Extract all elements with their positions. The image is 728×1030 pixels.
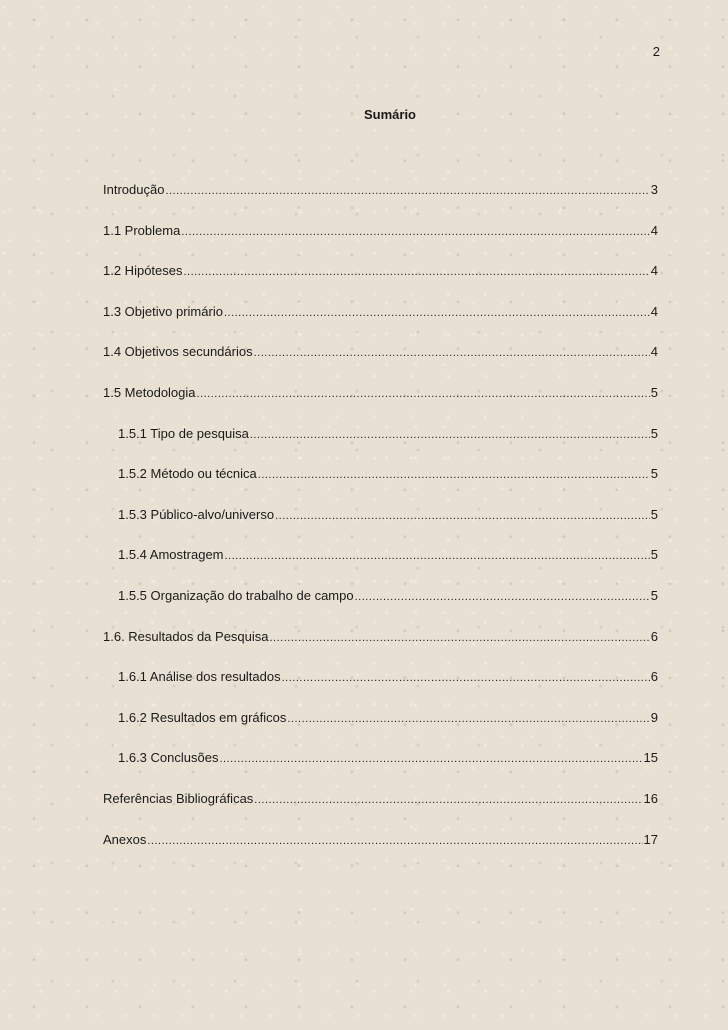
toc-entry-label: 1.5.5 Organização do trabalho de campo: [118, 587, 354, 603]
toc-entry-organizacao-trabalho-campo[interactable]: [103, 588, 658, 629]
toc-entry-label: 1.1 Problema: [103, 222, 181, 238]
toc-entry-resultados-em-graficos[interactable]: [103, 710, 658, 751]
table-of-contents: [103, 182, 658, 872]
toc-entry-page: 5: [650, 466, 658, 482]
toc-entry-label: Anexos: [103, 831, 147, 847]
dot-leader: [282, 672, 650, 684]
toc-entry-conclusoes[interactable]: [103, 750, 658, 791]
dot-leader: [275, 510, 650, 522]
toc-entry-label: 1.4 Objetivos secundários: [103, 344, 253, 360]
toc-entry-objetivo-primario[interactable]: [103, 304, 658, 345]
page-number: 2: [652, 44, 660, 59]
toc-entry-page: 5: [650, 425, 658, 441]
toc-entry-problema[interactable]: [103, 223, 658, 264]
dot-leader: [197, 388, 650, 400]
toc-entry-page: 3: [650, 182, 658, 197]
toc-entry-label: 1.6.3 Conclusões: [118, 750, 219, 766]
dot-leader: [258, 469, 650, 481]
toc-entry-hipoteses[interactable]: [103, 263, 658, 304]
toc-entry-page: 5: [650, 506, 658, 522]
dot-leader: [184, 266, 650, 278]
toc-entry-label: 1.5.3 Público-alvo/universo: [118, 506, 275, 522]
toc-entry-label: 1.6. Resultados da Pesquisa: [103, 628, 269, 644]
toc-entry-referencias[interactable]: [103, 791, 658, 832]
toc-entry-page: 9: [650, 709, 658, 725]
toc-entry-tipo-de-pesquisa[interactable]: [103, 426, 658, 467]
toc-entry-page: 5: [650, 384, 658, 400]
dot-leader: [219, 753, 642, 765]
toc-entry-label: 1.5.2 Método ou técnica: [118, 466, 257, 482]
toc-entry-page: 16: [643, 790, 658, 806]
toc-entry-label: 1.3 Objetivo primário: [103, 303, 223, 319]
toc-entry-metodo-ou-tecnica[interactable]: [103, 466, 658, 507]
toc-entry-label: 1.2 Hipóteses: [103, 263, 183, 279]
dot-leader: [250, 429, 650, 441]
toc-entry-objetivos-secundarios[interactable]: [103, 344, 658, 385]
toc-entry-label: 1.5 Metodologia: [103, 384, 196, 400]
toc-entry-page: 5: [650, 587, 658, 603]
dot-leader: [165, 185, 649, 197]
toc-entry-page: 5: [650, 547, 658, 563]
dot-leader: [254, 347, 650, 359]
toc-entry-page: 17: [643, 831, 658, 847]
dot-leader: [270, 632, 650, 644]
toc-entry-label: Referências Bibliográficas: [103, 790, 254, 806]
toc-entry-publico-alvo[interactable]: [103, 507, 658, 548]
toc-entry-analise-dos-resultados[interactable]: [103, 669, 658, 710]
toc-entry-page: 6: [650, 628, 658, 644]
toc-entry-page: 4: [650, 222, 658, 238]
toc-entry-metodologia[interactable]: [103, 385, 658, 426]
toc-entry-amostragem[interactable]: [103, 547, 658, 588]
toc-entry-label: 1.6.1 Análise dos resultados: [118, 669, 281, 685]
dot-leader: [181, 226, 649, 238]
dot-leader: [147, 835, 642, 847]
toc-entry-page: 6: [650, 669, 658, 685]
toc-entry-label: 1.5.4 Amostragem: [118, 547, 224, 563]
toc-entry-page: 4: [650, 303, 658, 319]
toc-entry-page: 4: [650, 263, 658, 279]
toc-entry-anexos[interactable]: [103, 832, 658, 873]
toc-title: Sumário: [363, 107, 416, 122]
dot-leader: [355, 591, 650, 603]
toc-entry-introducao[interactable]: [103, 182, 658, 223]
dot-leader: [224, 307, 650, 319]
toc-entry-label: Introdução: [103, 182, 165, 197]
dot-leader: [225, 550, 650, 562]
toc-entry-label: 1.6.2 Resultados em gráficos: [118, 709, 287, 725]
toc-entry-label: 1.5.1 Tipo de pesquisa: [118, 425, 249, 441]
dot-leader: [254, 794, 642, 806]
dot-leader: [287, 713, 649, 725]
toc-entry-page: 4: [650, 344, 658, 360]
toc-entry-page: 15: [643, 750, 658, 766]
toc-entry-resultados-da-pesquisa[interactable]: [103, 629, 658, 670]
